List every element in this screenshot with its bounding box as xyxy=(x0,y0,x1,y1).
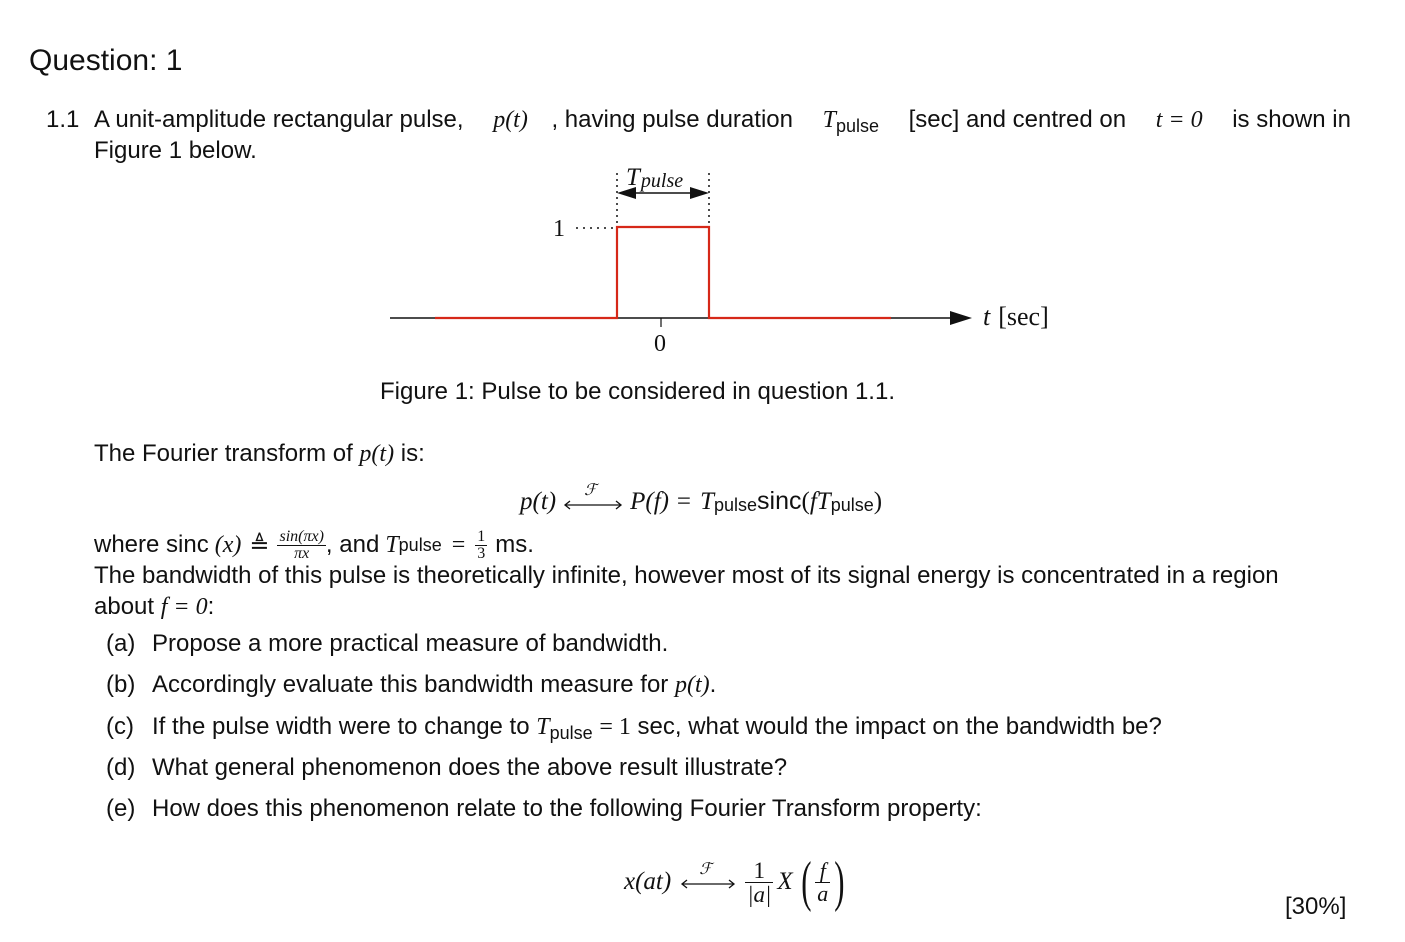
scaling-property-equation: x(at) ℱ $\frac{1}{|a|}$ X ( $\frac{f}{a}$ ) xyxy=(624,851,845,913)
list-item-c: (c) If the pulse width were to change to $T_{pulse} = 1$ sec, what would the impact on the bandwidth be? xyxy=(106,713,1162,743)
eq-left: p(t) xyxy=(520,488,557,515)
list-item-b: (b) Accordingly evaluate this bandwidth measure for p(t). xyxy=(106,671,717,698)
marks-label: [30%] xyxy=(1285,893,1347,920)
pulse-figure xyxy=(380,155,1080,365)
fourier-equation: p(t) ℱ P(f) = T pulse sinc ( fT pulse ) xyxy=(520,482,883,515)
section-number: 1.1 xyxy=(46,106,80,133)
sinc-fraction: $\frac{\sin(\pi x)}{\pi x}$ xyxy=(279,527,324,562)
fourier-lead: The Fourier transform of p(t) is: xyxy=(94,440,425,467)
question-title: Question: 1 xyxy=(29,44,183,77)
intro-line-2: Figure 1 below. xyxy=(94,137,257,164)
one-over-abs-a: $\frac{1}{|a|}$ xyxy=(747,857,772,907)
figure-caption: Figure 1: Pulse to be considered in question 1.1. xyxy=(380,378,895,405)
intro-text-a: A unit-amplitude rectangular pulse, xyxy=(94,106,464,133)
level-one-label: 1 xyxy=(553,216,565,242)
where-line: where sinc (x) ≜ $\frac{\sin(\pi x)}{\pi x}$ , and T pulse = $\frac{1}{3}$ ms. xyxy=(94,527,534,562)
time-axis-arrowhead xyxy=(950,311,972,325)
list-item-e: (e) How does this phenomenon relate to the following Fourier Transform property: xyxy=(106,795,982,822)
tpulse-label: Tpulse xyxy=(626,164,684,192)
intro-t-eq-0: t = 0 xyxy=(1155,107,1203,133)
bandwidth-line-1: The bandwidth of this pulse is theoretically infinite, however most of its signal energy is concentrated in a region xyxy=(94,562,1279,589)
list-item-a: (a) Propose a more practical measure of bandwidth. xyxy=(106,630,669,657)
intro-p-of-t: p(t) xyxy=(493,107,528,133)
eq-right: P(f) = xyxy=(630,488,693,515)
fourier-arrow: ℱ xyxy=(562,486,624,516)
intro-text-d: is shown in xyxy=(1232,106,1351,133)
tpulse-arrow-right-head xyxy=(690,187,709,199)
rectangular-pulse xyxy=(435,227,891,318)
intro-text-c: [sec] and centred on xyxy=(908,106,1127,133)
f-over-a: $\frac{f}{a}$ xyxy=(817,857,829,906)
bandwidth-line-2: about f = 0: xyxy=(94,593,215,620)
fourier-arrow-2: ℱ xyxy=(679,867,737,897)
intro-text-b: , having pulse duration xyxy=(551,106,793,133)
intro-line-1 xyxy=(94,106,1351,137)
axis-label: t [sec] xyxy=(983,302,1049,331)
origin-label: 0 xyxy=(654,331,666,357)
one-third-fraction: $\frac{1}{3}$ xyxy=(477,527,486,562)
list-item-d: (d) What general phenomenon does the above result illustrate? xyxy=(106,754,788,781)
intro-tpulse: $T_{pulse}$ xyxy=(822,107,879,136)
